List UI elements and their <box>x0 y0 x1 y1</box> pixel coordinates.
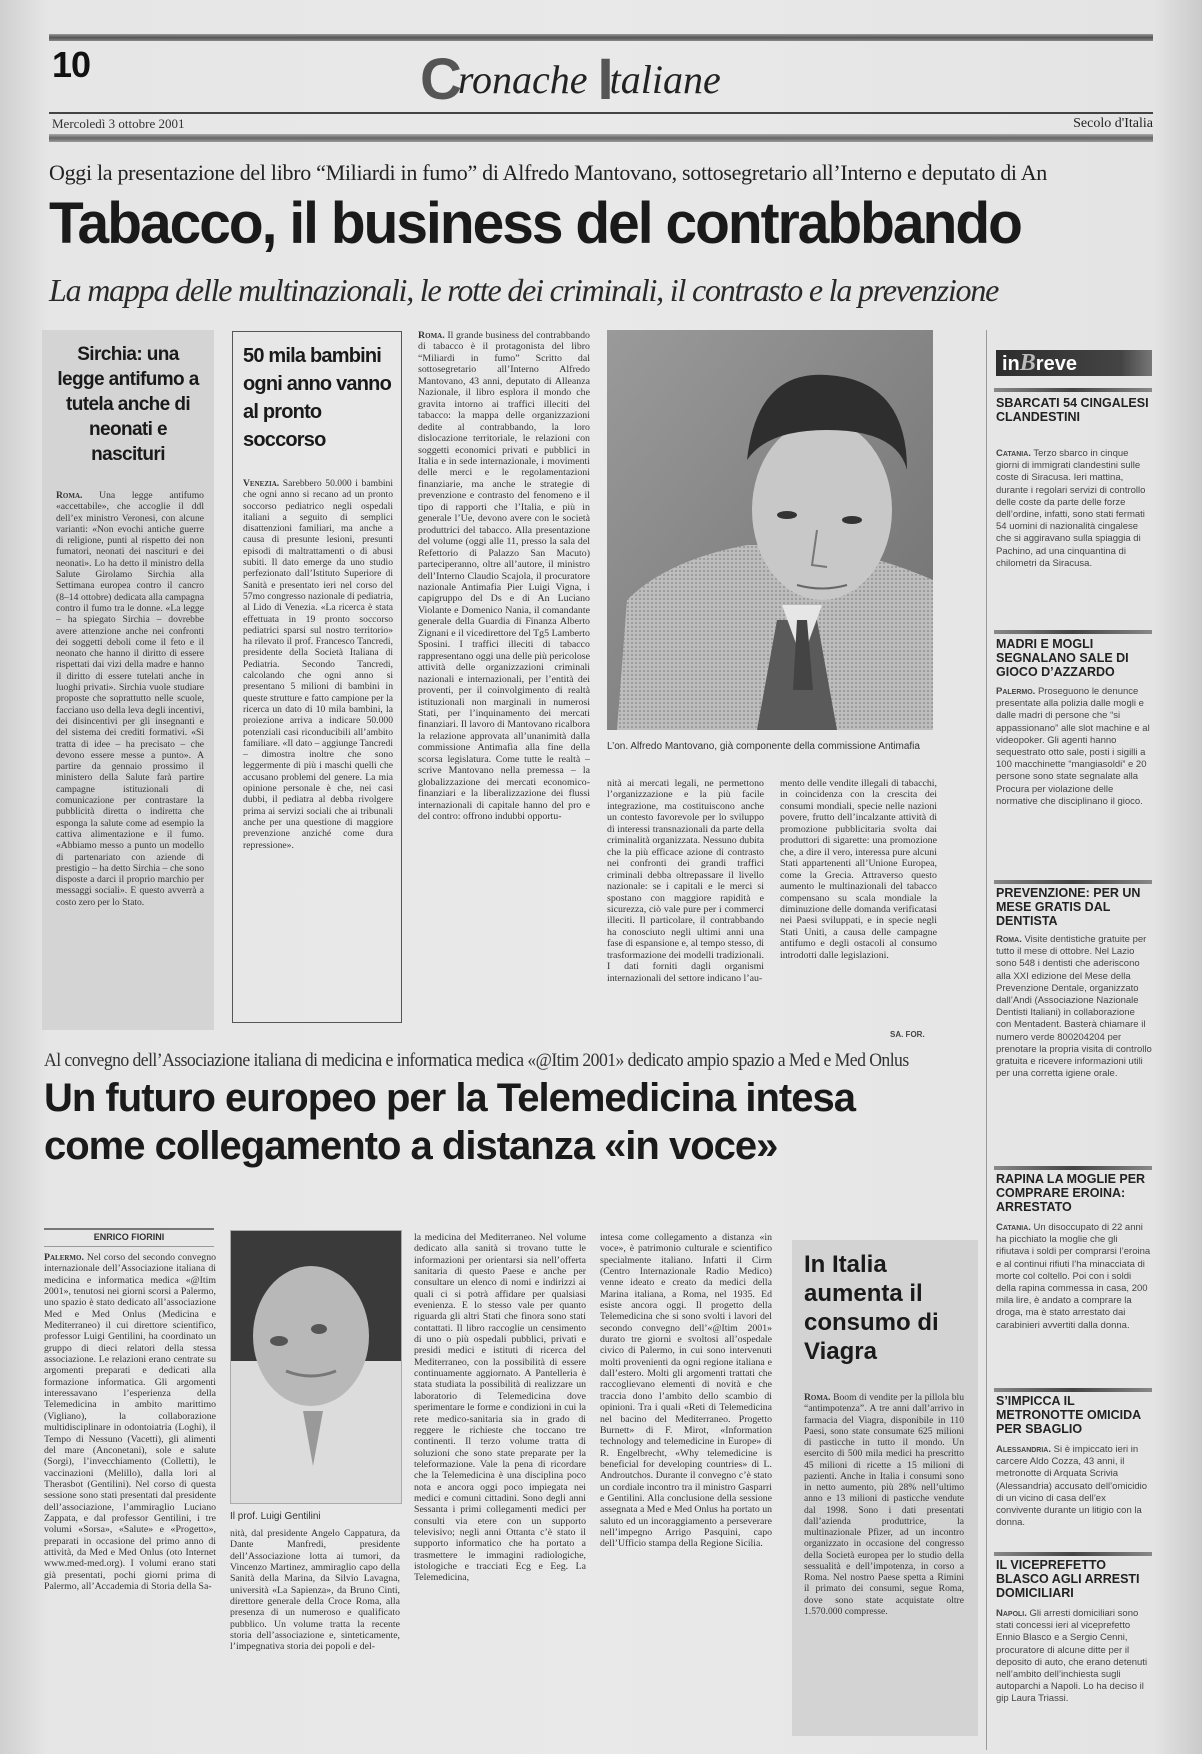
section-title <box>420 46 721 113</box>
mantovano-photo-caption: L’on. Alfredo Mantovano, già componente della commissione Antimafia <box>607 741 920 752</box>
sidebar-bambini-text: Sarebbero 50.000 i bambini che ogni anno si recano ad un pronto soccorso pediatrico negli ospedali italiani a seguito di semplici disattenzioni familiari, ma anche a causa di presunte lesioni, presunti episodi di maltrattamenti o di abusi subiti. Il dato emerge da uno studio perfezionato dall’Istituto Superiore di Sanità e presentato ieri nel corso del 57mo congresso nazionale di pediatria, al Lido di Venezia. «La ricerca è stata effettuata in 19 pronto soccorso pediatrici sparsi sul nostro territorio» ha rilevato il prof. Francesco Tancredi, presidente della Società Italiana di Pediatria. Secondo Tancredi, calcolando che ogni anno si presentano 5 milioni di bambini in queste strutture e fatto campione per la ricerca un dato di 10 mila bambini, la proiezione arriva a indicare 50.000 potenziali casi riconducibili all’ambito familiare. «Il dato – aggiunge Tancredi – dimostra inoltre che sono leggermente di più i maschi quelli che accusano problemi del genere. La mia opinione personale è che, nei casi dubbi, il pediatra al debba rivolgere prima ai servizi sociali che ai tribunali anche per una questione di maggiore prevenzione anziché come dura repressione». <box>243 478 393 851</box>
brief-body <box>996 1608 1152 1732</box>
brief-headline: S’IMPICCA IL METRONOTTE OMICIDA PER SBAGLIO <box>996 1394 1141 1436</box>
lead-signature: SA. FOR. <box>890 1030 925 1039</box>
sidebar-sirchia-body <box>56 490 204 1020</box>
brief-headline: SBARCATI 54 CINGALESI CLANDESTINI <box>996 396 1149 424</box>
brief-headline: IL VICEPREFETTO BLASCO AGLI ARRESTI DOMICILIARI <box>996 1558 1140 1600</box>
brief-body <box>996 448 1152 624</box>
mantovano-photo <box>607 330 933 730</box>
dateline-city: Catania. <box>996 1222 1031 1233</box>
brief-divider <box>994 1388 1152 1392</box>
portrait-image <box>231 1231 401 1503</box>
masthead-divider <box>49 112 1153 114</box>
brief-headline: PREVENZIONE: PER UN MESE GRATIS DAL DENTISTA <box>996 886 1141 928</box>
brief-text: Gli arresti domiciliari sono stati concessi ieri al viceprefetto Ennio Blasco e a Sergio Cenni, procuratore di alcune ditte per il deposito di auto, che erano detenuti nell’ambito dell’inchiesta sugli autoparchi a Napoli. Lo ha deciso il gip Laura Triassi. <box>996 1608 1148 1705</box>
lead-body-col-3: mento delle vendite illegali di tabacchi, in coincidenza con la crescita dei consumi mondiali, specie nelle nazioni povere, frutto dell’incalzante attività di promozione pubblicitaria svolta dai produttori di sigarette: una promozione che, a dire il vero, interessa pure alcuni Stati appartenenti all’Unione Europea, come la Grecia. Attraverso questo aumento le multinazionali del tabacco compensano su scala mondiale la diminuzione delle domanda verificatasi nei Paesi sviluppati, e in specie negli Stati Uniti, a causa delle campagne antifumo e degli ostacoli al consumo introdotti dalle legislazioni. <box>780 778 937 961</box>
section-title-initial-i: I <box>597 47 614 112</box>
dateline-city: Roma. <box>996 934 1022 945</box>
byline-rule <box>44 1228 214 1230</box>
in-breve-logo <box>996 350 1152 376</box>
byline-rule <box>44 1246 214 1247</box>
brief-text: Si è impiccato ieri in carcere Aldo Cozza, 43 anni, il metronotte di Arquata Scrivia (Alessandria) accusato dell’omicidio di un vicino di casa dell’ex convivente durante un litigio con la donna. <box>996 1444 1148 1529</box>
masthead-top-rule <box>49 34 1153 41</box>
brief-text: Terzo sbarco in cinque giorni di immigrati clandestini sulle coste di Siracusa. Ieri mattina, durante i regolari servizi di controllo delle coste da parte delle forze dell’ordine, infatti, sono stati fermati 54 uomini di nazionalità cingalese che si aggiravano sulla spiaggia di Pachino, ad una cinquantina di chilometri da Siracusa. <box>996 448 1146 569</box>
brief-text: Proseguono le denunce presentate alla polizia dalle mogli e dalle madri di persone che “si appassionano” alle slot machine e al videopoker. Gli agenti hanno sequestrato otto sale, posti i sigilli a 100 macchinette “mangiasoldi” e 20 persone sono state segnalate alla Procura per violazione delle normative che disciplinano il gioco. <box>996 686 1150 807</box>
lead-headline: Tabacco, il business del contrabbando <box>49 191 1021 256</box>
brief-body <box>996 1444 1152 1544</box>
dateline-city: Alessandria. <box>996 1444 1052 1455</box>
lead-body-col-2: nità ai mercati legali, ne permettono l’organizzazione e la più facile integrazione, ma costituiscono anche un contesto favorevole per lo sviluppo di interessi transnazionali da parte della criminalità organizzata. Nessuno dubita che la più efficace azione di contrasto nei confronti dei grandi traffici criminali debba oltrepassare il livello nazionale: se i capitali e le merci si spostano con maggiore rapidità e sicurezza, ciò vale pure per i commerci illeciti. Il particolare, il contrabbando ha conosciuto negli ultimi anni una fase di espansione e, al tempo stesso, di trasformazione dei modelli tradizionali. I dati forniti dagli organismi internazionali del settore indicano l’au- <box>607 778 764 984</box>
lead-body-text-1: Il grande business del contrabbando di tabacco è il protagonista del libro “Miliardi in fumo” Scritto dal sottosegretario all’Interno Alfredo Mantovano, 43 anni, deputato di Alleanza Nazionale, il libro esplora il mondo che gravita intorno ai traffici illeciti del tabacco: la mappa delle organizzazioni dedite al contrabbando, la loro dislocazione territoriale, le relazioni con soggetti economici privati e pubblici in Italia e in sede internazionale, i movimenti delle merci e le regolamentazioni finanziarie, ma anche le strategie di prevenzione e contrasto del fenomeno e il tipo di rapporti che l’Italia, e più in generale l’Ue, devono avere con le società produttrici del tabacco. Alla presentazione del volume (oggi alle 11, presso la sala del Refettorio di Palazzo San Macuto) parteciperanno, oltre all’autore, il ministro dell’Interno Claudio Scajola, il procuratore nazionale Antimafia Pier Luigi Vigna, i capigruppo del Ds e di An Luciano Violante e Domenico Nania, il comandante generale della Guardia di Finanza Alberto Zignani e il vicedirettore del Tg5 Lamberto Sposini. I traffici illeciti di tabacco rappresentano oggi una delle più pericolose attività delle organizzazioni criminali nazionali e internazionali, per l’entità dei proventi, per il coinvolgimento di realtà istituzionali non marginali in numerosi Stati, per l’inquinamento dei mercati finanziari. Il lavoro di Mantovano ricalbora la relazione approvata all’unanimità dalla commissione Antimafia alla fine della scorsa legislatura. Come tutte le realtà – scrive Mantovano nella premessa – la globalizzazione dei mercati economico-finanziari e la liberalizzazione dei flussi internazionali di capitale hanno del pro e del contro: offrono indubbi opportu- <box>418 330 590 823</box>
second-body-col-1 <box>44 1252 216 1746</box>
dateline-city: Venezia. <box>243 478 280 489</box>
lead-deck: La mappa delle multinazionali, le rotte dei criminali, il contrasto e la prevenzione <box>49 272 999 308</box>
brief-divider <box>994 1552 1152 1556</box>
in-breve-logo-reve: reve <box>1035 353 1077 375</box>
dateline-city: Catania. <box>996 448 1031 459</box>
sidebar-sirchia <box>42 330 214 1030</box>
lead-kicker: Oggi la presentazione del libro “Miliardi in fumo” di Alfredo Mantovano, sottosegretario all’Interno e deputato di An <box>49 160 1048 185</box>
sidebar-sirchia-headline: Sirchia: una legge antifumo a tutela anche di neonati e nascituri <box>57 344 199 465</box>
brief-body <box>996 934 1152 1156</box>
dateline-city: Palermo. <box>44 1252 84 1263</box>
brief-headline: MADRI E MOGLI SEGNALANO SALE DI GIOCO D’AZZARDO <box>996 637 1129 679</box>
brief-divider <box>994 388 1152 392</box>
sidebar-bambini-headline: 50 mila bambini ogni anno vanno al pronto soccorso <box>243 345 391 451</box>
page-number: 10 <box>52 44 91 85</box>
dateline-city: Roma. <box>418 330 445 341</box>
in-breve-logo-in: in <box>1002 353 1020 375</box>
brief-text: Un disoccupato di 22 anni ha picchiato la moglie che gli rifiutava i soldi per comprarsi l’eroina e al continui rifiuti l’ha minacciata di morte col coltello. Poi con i soldi della rapina commessa in casa, 200 mila lire, è andato a comprare la droga, ma è stato arrestato dai carabinieri avvertiti dalla donna. <box>996 1222 1151 1331</box>
newspaper-name: Secolo d'Italia <box>1073 116 1153 131</box>
portrait-image <box>607 330 933 730</box>
second-kicker: Al convegno dell’Associazione italiana di medicina e informatica medica «@Itim 2001» dedicato ampio spazio a Med e Med Onlus <box>44 1050 909 1071</box>
viagra-text: Boom di vendite per la pillola blu “antimpotenza”. A tre anni dall’arrivo in farmacia del Viagra, disponibile in 110 Paesi, sono state consumate 625 milioni di pasticche in tutto il mondo. Un esercito di 500 mila medici ha prescritto 45 milioni di ricette a 15 milioni di pazienti. Anche in Italia i consumi sono in netto aumento, più 28% nell’ultimo anno e 13 milioni di pasticche vendute dal 1998. Sono i dati presentati dall’azienda produttrice, la multinazionale Pfizer, ad un incontro organizzato in occasione del congresso della Società europea per lo studio della sessualità e dell’impotenza, in corso a Roma. Nel nostro Paese spetta a Rimini il primato dei consumi, segue Roma, dove sono state acquistate oltre 1.570.000 compresse. <box>804 1392 964 1617</box>
viagra-headline: In Italia aumenta il consumo di Viagra <box>804 1251 939 1365</box>
second-body-col-3: la medicina del Mediterraneo. Nel volume dedicato alla sanità si trovano tutte le informazioni per orientarsi sia nell’offerta sanitaria di questo Paese e anche per consultare un elenco di nomi e indirizzi ai quali ci si potrà affidare per qualsiasi evenienza. E lo stesso vale per quanto riguarda gli altri Stati che finora sono stati contattati. Il libro raccoglie un censimento di uno o più ospedali pubblici, privati e presidi medici e istituti di ricerca del Mediterraneo, con la possibilità di essere continuamente aggiornato. A Pantelleria è stata studiata la possibilità di realizzare un laboratorio di Telemedicina dove sperimentare le forme e condizioni in cui la rete medico-sanitaria sia in grado di reggere le richieste che toccano tre continenti. Il terzo volume tratta di soluzioni che sono state preparate per la teleformazione. Vale la pena di ricordare che la Telemedicina è una disciplina poco nota e ancora oggi poco impiegata nei medici e comuni cittadini. Sono degli anni Sessanta i primi collegamenti medici per consulti via etere con un supporto televisivo; negli anni Ottanta c’è stato il supporto informatico che ha portato a trasmettere le immagini radiologiche, istologiche e tracciati Ecg e Eeg. La Telemedicina, <box>414 1232 586 1584</box>
gentilini-photo-caption: Il prof. Luigi Gentilini <box>230 1511 321 1522</box>
brief-divider <box>994 1166 1152 1170</box>
in-breve-logo-b: B <box>1019 350 1036 376</box>
section-title-word2: taliane <box>609 57 721 102</box>
brief-body <box>996 1222 1152 1390</box>
brief-headline: RAPINA LA MOGLIE PER COMPRARE EROINA: ARRESTATO <box>996 1172 1146 1214</box>
second-body-col-2: nità, dal presidente Angelo Cappatura, da Dante Manfredi, presidente dell’Associazione lotta ai tumori, da Vincenzo Martinez, ammiraglio capo della Sanità della Marina, da Silvio Lavagna, università «La Sapienza», da Bruno Cinti, direttore generale della Croce Roma, alla presenza di un numeroso e qualificato pubblico. Un volume tratta la recente storia dell’associazione e, sinteticamente, l’impegnativa storia dei popoli e del- <box>230 1528 400 1653</box>
gentilini-photo <box>230 1230 402 1504</box>
second-headline-line-1: Un futuro europeo per la Telemedicina intesa <box>44 1076 855 1120</box>
brief-body <box>996 686 1152 866</box>
second-body-col-4: intesa come collegamento a distanza «in voce», è patrimonio culturale e scientifico specialmente italiano. Infatti il Cirm (Centro Internazionale Radio Medico) venne ideato e creato da medici della Marina italiana, a Roma, nel 1935. Ed esiste ancora oggi. Il progetto della Telemedicina che si sono svolti i lavori del secondo convegno dell’«@Itim 2001» durato tre giorni e svoltosi all’ospedale civico di Palermo, in cui sono intervenuti molti provenienti da ogni regione italiana e dall’estero. Molti gli argomenti trattati che raccoglievano elementi di novità e che traccia dono l’ambito dello scambio di opinioni. Tra i quali «Reti di Telemedicina nel bacino del Mediterraneo. Progetto Burnett» di F. Mirot, «Information technology and telemedicine in Europe» di R. Engelbrecht, «Why telemedicine is beneficial for developing countries» di L. Androutchos. Durante il convegno c’è stato un cordiale incontro tra il ministro Gasparri e Gentilini. Alla conclusione della sessione assegnata a Med e Med Onlus ha portato un saluto ed un incoraggiamento a perseverare nell’impegno Arrigo Pasquini, capo dell’Ufficio stampa della Regione Sicilia. <box>600 1232 772 1550</box>
column-divider <box>986 330 987 1750</box>
dateline-city: Roma. <box>804 1392 831 1403</box>
dateline-city: Napoli. <box>996 1608 1027 1619</box>
sidebar-sirchia-text: Una legge antifumo «accettabile», che accoglie il ddl dell’ex ministro Veronesi, con alcune varianti: «Non evochi antiche guerre di religione, punti al rispetto dei non fumatori, neonati dei nascituri e dei neonati». Lo ha detto il ministro della Salute Girolamo Sirchia alla Settimana europea contro il cancro (8–14 ottobre) dedicata alla campagna contro il fumo tra le donne. «La legge – ha spiegato Sirchia – dovrebbe avere attenzione anche nei confronti dei soggetti deboli come il feto e il neonato che hanno il diritto di essere rispettati dai vizi della madre e hanno il diritto di essere tutelati anche in luoghi privati». Sirchia vuole studiare proposte che soprattutto nelle scuole, facciano uso della leva degli incentivi, dei disincentivi per gli insegnanti e del sistema dei crediti formativi. «Si tratta di idee – ha precisato – che devono essere messe a punto». A partire da gennaio prossimo il ministero della Salute farà partire campagne istituzionali di comunicazione per contrastare la pubblicità diretta o indiretta che esponga la salute come ad esempio la cattiva alimentazione e il fumo. «Abbiamo messo a punto un modello di partenariato con aziende di prestigio – ha detto Sirchia – che sono disposte a darci il proprio marchio per messaggi sociali». E questo avverrà a costo zero per lo Stato. <box>56 490 204 908</box>
sidebar-bambini-body <box>243 478 393 1014</box>
second-byline: ENRICO FIORINI <box>93 1232 165 1242</box>
dateline-city: Roma. <box>56 490 83 501</box>
brief-divider <box>994 630 1152 634</box>
viagra-body <box>804 1392 964 1728</box>
lead-body-col-1 <box>418 330 590 1044</box>
brief-divider <box>994 880 1152 884</box>
brief-text: Visite dentistiche gratuite per tutto il mese di ottobre. Nel Lazio sono 548 i dentisti che aderiscono alla XXI edizione del Mese della Prevenzione Dentale, organizzato dall’Andi (Associazione Nazionale Dentisti Italiani) in collaborazione con Mentadent. Basterà chiamare il numero verde 800204204 per prenotare la propria visita di controllo gratuita e ricevere informazioni utili per una corretta igiene orale. <box>996 934 1152 1080</box>
second-body-text-1: Nel corso del secondo convegno internazionale dell’Associazione italiana di medicina e informatica medica «@Itim 2001», tenutosi nei giorni scorsi a Palermo, uno spazio è stato dedicato all’associazione Med e Med Onlus (Medicina e Mediterraneo) il cui direttore scientifico, professor Luigi Gentilini, ha coordinato un gruppo di dieci relatori della stessa associazione. Le relazioni erano centrate su argomenti preparati e dedicati alla formazione informatica. Gli argomenti interessavano l’esperienza della Telemedicina in ambito marittimo (Vigliano), la collaborazione multidisciplinare in odontoiatria (Loghi), il Tempo di Nessuno (Vacetti), gli alimenti del mare (Anconetani), sole e salute (Sorgi), l’invecchiamento (Colletti), le vaccinazioni (Melillo), dalla lori al Therasbot (Gentilini). Nel corso di questa sessione sono stati presentati dal presidente dell’associazione, l’ammiraglio Luciano Zappata, e dal professor Gentilini, i tre volumi «Sorsa», «Salute» e «Progetto», preparati in occasione del primo anno di attività, da Med e Med Onlus (oto Internet www.med-med.org). I volumi erano stati già presentati, pochi giorni prima di Palermo, all’Accademia di Storia della Sa- <box>44 1252 216 1592</box>
sidebar-bambini <box>232 331 402 1023</box>
viagra-box <box>792 1240 978 1736</box>
issue-date: Mercoledì 3 ottobre 2001 <box>52 116 185 131</box>
second-headline-line-2: come collegamento a distanza «in voce» <box>44 1124 778 1168</box>
section-title-initial-c: C <box>420 47 462 112</box>
masthead-bottom-rule <box>49 134 1153 142</box>
section-title-word1: ronache <box>457 57 588 102</box>
dateline-city: Palermo. <box>996 686 1036 697</box>
